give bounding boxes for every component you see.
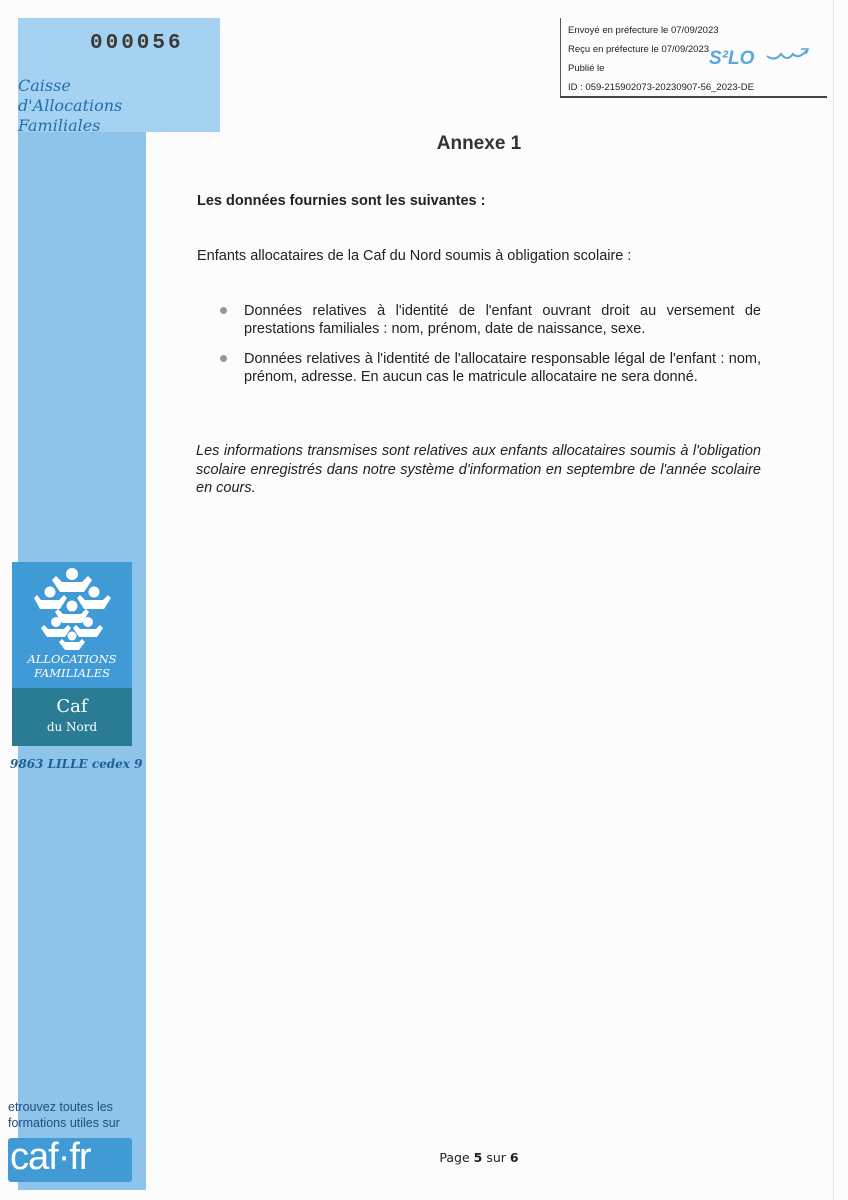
list-item: [220, 350, 761, 386]
caf-logo-upper: [12, 562, 132, 688]
stamp-published: Publié le: [568, 63, 605, 74]
logo-du-nord: du Nord: [46, 720, 98, 734]
page-number: 5: [473, 1150, 483, 1165]
page-label: Page: [439, 1150, 470, 1165]
caisse-title-line1: Caisse: [18, 76, 71, 95]
family-figures-icon: [30, 566, 114, 650]
page-footer: [0, 1150, 848, 1165]
stamp-sent: Envoyé en préfecture le 07/09/2023: [568, 25, 719, 36]
stamp-id: ID : 059-215902073-20230907-56_2023-DE: [568, 82, 754, 93]
page-edge: [833, 0, 834, 1200]
website-promo: [8, 1099, 120, 1131]
page-title: Annexe 1: [436, 133, 522, 154]
logo-caf: Caf: [56, 696, 88, 717]
list-item: [220, 302, 761, 338]
logo-label: [12, 652, 132, 680]
postal-address: 9863 LILLE cedex 9: [10, 757, 143, 771]
bullet-icon: [220, 355, 227, 362]
bullet-icon: [220, 307, 227, 314]
list-item-text: Données relatives à l'identité de l'enfant ouvrant droit au versement de prestations familiales : nom, prénom, date de naissance, sexe.: [244, 303, 761, 337]
caisse-title-line2: d'Allocations Familiales: [18, 96, 123, 135]
promo-line1: etrouvez toutes les: [8, 1100, 113, 1114]
stamp-received: Reçu en préfecture le 07/09/2023: [568, 44, 710, 55]
logo-label-line2: FAMILIALES: [34, 666, 110, 680]
s2lo-logo-text: S²LO: [709, 48, 755, 69]
logo-label-line1: ALLOCATIONS: [27, 652, 117, 666]
promo-line2: formations utiles sur: [8, 1116, 120, 1130]
info-paragraph: Les informations transmises sont relatives aux enfants allocataires soumis à l'obligation scolaire enregistrés dans notre système d'information en septembre de l'année scolaire en cours.: [196, 443, 761, 496]
document-number: 000056: [90, 32, 184, 55]
caf-website-text: caf·fr: [10, 1136, 91, 1178]
page-total: 6: [509, 1150, 519, 1165]
caf-logo: [12, 562, 132, 746]
sidebar-band: [0, 0, 184, 1200]
caf-logo-lower: [12, 688, 132, 746]
data-list: [220, 302, 761, 398]
section-heading: Les données fournies sont les suivantes :: [197, 193, 486, 209]
intro-paragraph: Enfants allocataires de la Caf du Nord soumis à obligation scolaire :: [197, 248, 632, 264]
list-item-text: Données relatives à l'identité de l'allocataire responsable légal de l'enfant : nom, prénom, adresse. En aucun cas le matricule allocataire ne sera donné.: [244, 351, 761, 385]
caisse-title: [18, 76, 158, 136]
s2lo-logo: [709, 42, 819, 72]
prefecture-stamp: [560, 18, 827, 98]
page-sur: sur: [486, 1150, 506, 1165]
sidebar-top-margin: [0, 0, 158, 18]
